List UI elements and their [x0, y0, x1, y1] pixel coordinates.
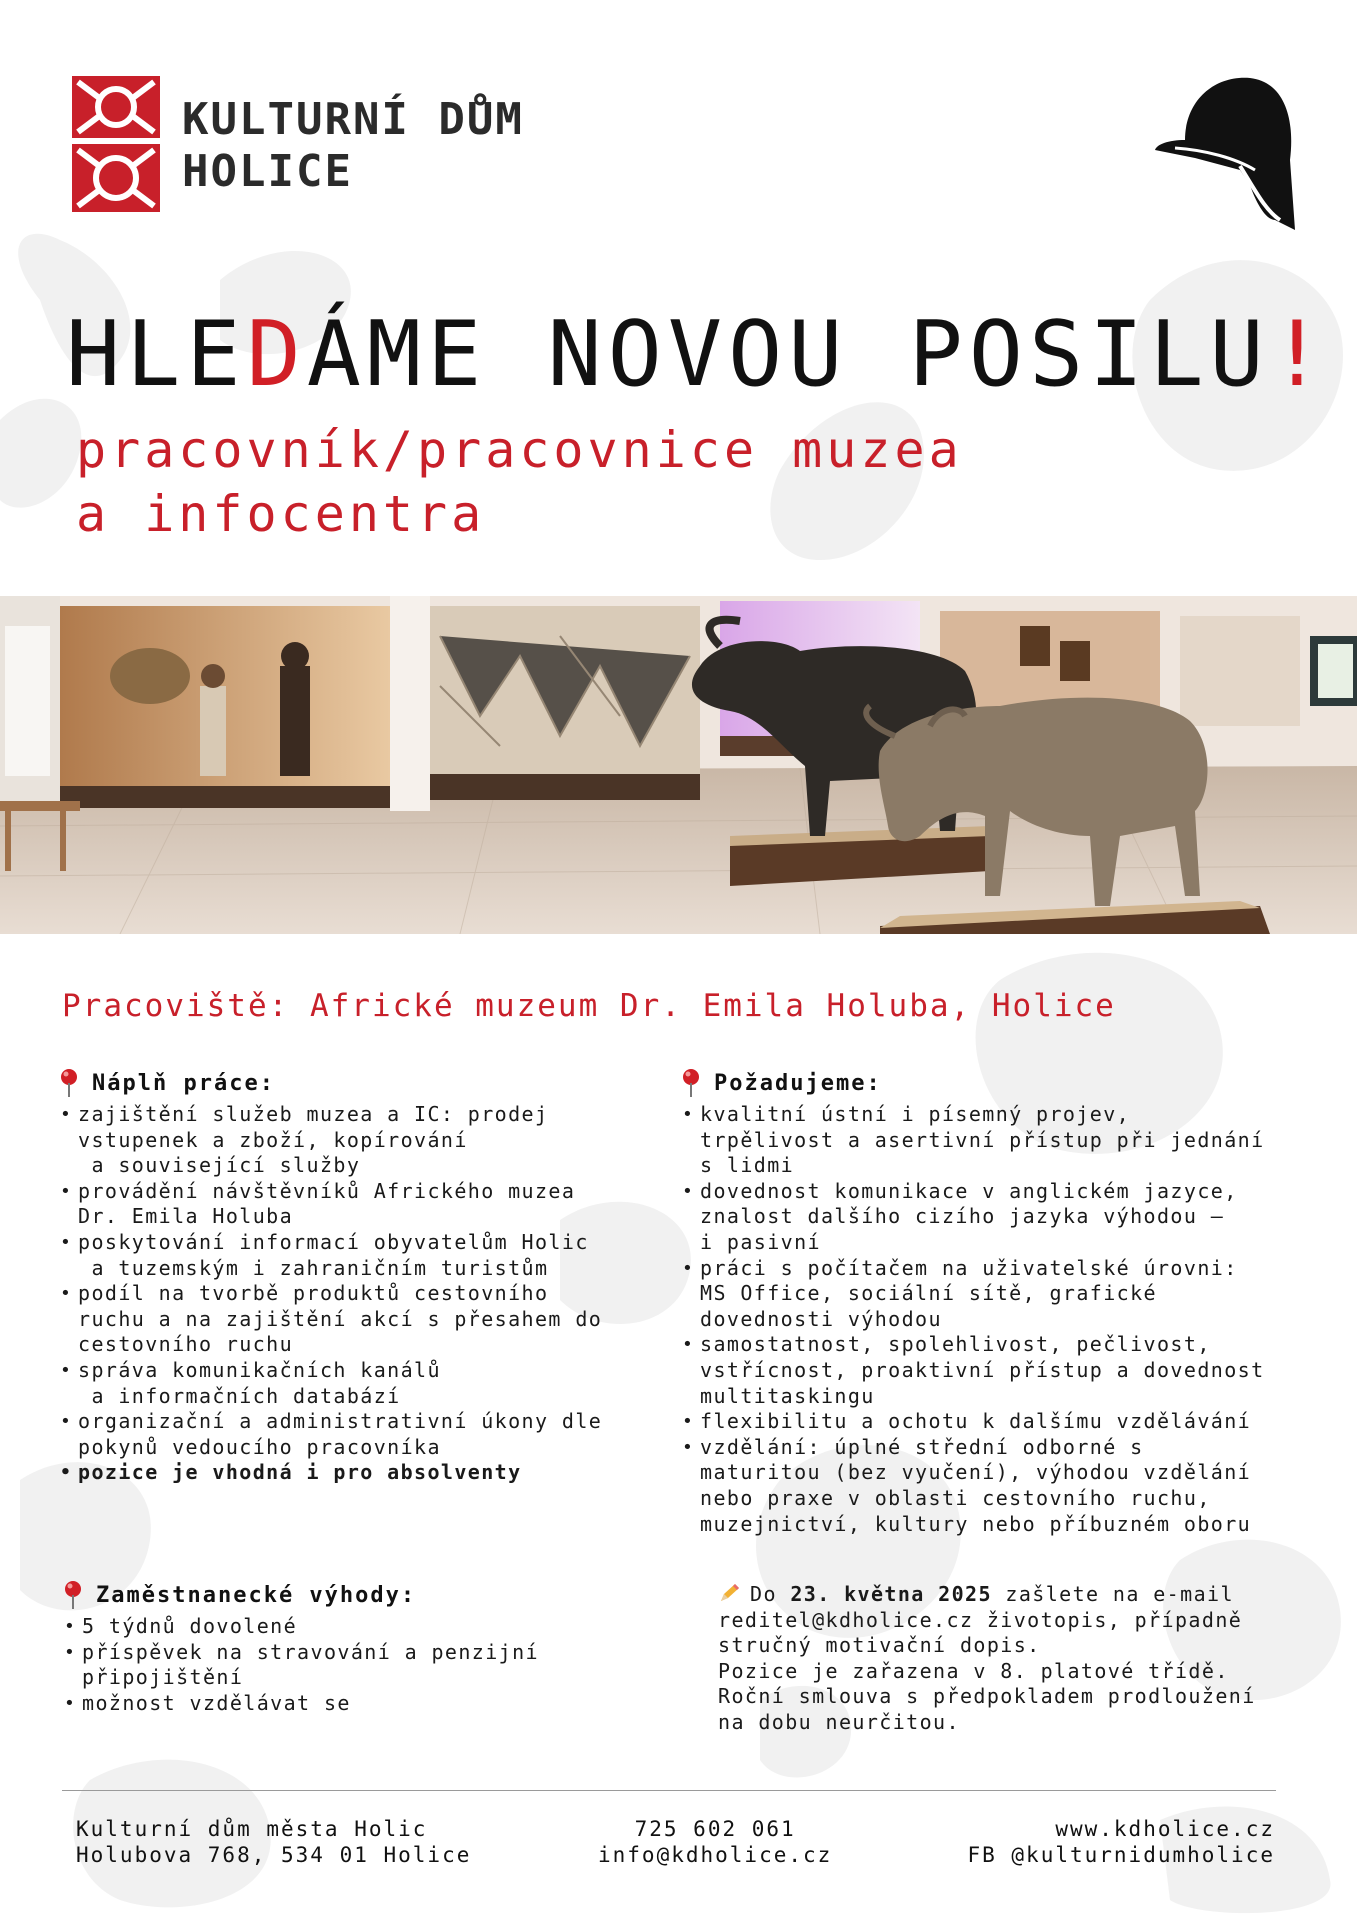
apply-line-4: Pozice je zařazena v 8. platové třídě.: [718, 1658, 1229, 1683]
benefits-list: [62, 1614, 662, 1716]
footer-contact: [598, 1816, 832, 1868]
footer-phone[interactable]: 725 602 061: [634, 1817, 796, 1841]
duties-heading: [58, 1068, 658, 1098]
duties-section: [58, 1068, 658, 1486]
pin-icon: [680, 1068, 702, 1098]
headline-exclamation: !: [1269, 302, 1330, 407]
list-item: • dovednost komunikace v anglickém jazyce, znalost dalšího cizího jazyka výhodou – i pasivní: [680, 1179, 1320, 1256]
pencil-icon: [718, 1582, 742, 1604]
list-item: • 5 týdnů dovolené: [62, 1614, 662, 1640]
footer-website-link[interactable]: www.kdholice.cz: [1055, 1817, 1275, 1841]
list-item: • správa komunikačních kanálů a informačních databází: [58, 1358, 658, 1409]
apply-line-2: reditel@kdholice.cz životopis, případně: [718, 1607, 1243, 1632]
list-item: • provádění návštěvníků Afrického muzea Dr. Emila Holuba: [58, 1179, 658, 1230]
brand-line-2: HOLICE: [182, 146, 353, 197]
footer-divider: [62, 1790, 1276, 1791]
museum-interior-photo: [0, 596, 1357, 934]
apply-line-3: stručný motivační dopis.: [718, 1633, 1041, 1658]
workplace-heading: Pracoviště: Africké muzeum Dr. Emila Holuba, Holice: [62, 988, 1116, 1024]
apply-deadline: 23. května 2025: [790, 1582, 992, 1606]
benefits-section: [62, 1580, 662, 1716]
apply-prefix: Do: [750, 1582, 791, 1606]
list-item: • samostatnost, spolehlivost, pečlivost, vstřícnost, proaktivní přístup a dovednost multitaskingu: [680, 1332, 1320, 1409]
pin-icon: [62, 1580, 84, 1610]
headline-part-3: ÁME NOVOU POSILU: [306, 302, 1270, 407]
application-info: [718, 1582, 1318, 1736]
list-item: • práci s počítačem na uživatelské úrovni: MS Office, sociální sítě, grafické dovednosti výhodou: [680, 1256, 1320, 1333]
footer-address: [76, 1816, 471, 1868]
job-title-line-2: a infocentra: [76, 485, 486, 543]
list-item: • pozice je vhodná i pro absolventy: [58, 1460, 658, 1486]
brand-line-1: KULTURNÍ DŮM: [182, 94, 524, 145]
footer-street: Holubova 768, 534 01 Holice: [76, 1843, 472, 1867]
headline: [66, 302, 1330, 407]
headline-accent-letter: D: [246, 302, 307, 407]
duties-list: [58, 1102, 658, 1486]
list-item: • zajištění služeb muzea a IC: prodej vstupenek a zboží, kopírování a související služby: [58, 1102, 658, 1179]
list-item: • kvalitní ústní i písemný projev, trpělivost a asertivní přístup při jednání s lidmi: [680, 1102, 1320, 1179]
footer-web: [967, 1816, 1275, 1868]
list-item: • poskytování informací obyvatelům Holic a tuzemským i zahraničním turistům: [58, 1230, 658, 1281]
list-item: • příspěvek na stravování a penzijní připojištění: [62, 1640, 662, 1691]
footer-email[interactable]: info@kdholice.cz: [598, 1843, 833, 1867]
apply-line-5: Roční smlouva s předpokladem prodloužení: [718, 1684, 1256, 1709]
pin-icon: [58, 1068, 80, 1098]
duties-title: Náplň práce:: [92, 1070, 275, 1096]
job-title-line-1: pracovník/pracovnice muzea: [76, 421, 963, 479]
requirements-section: [680, 1068, 1320, 1537]
pith-helmet-icon: [1155, 70, 1300, 240]
list-item: • vzdělání: úplné střední odborné s maturitou (bez vyučení), výhodou vzdělání nebo praxe v oblasti cestovního ruchu, muzejnictví, kultury nebo příbuzném oboru: [680, 1435, 1320, 1537]
list-item: • organizační a administrativní úkony dle pokynů vedoucího pracovníka: [58, 1409, 658, 1460]
list-item: • možnost vzdělávat se: [62, 1691, 662, 1717]
benefits-title: Zaměstnanecké výhody:: [96, 1582, 417, 1608]
job-title: [76, 418, 963, 546]
apply-suffix: zašlete na e-mail: [991, 1582, 1234, 1606]
list-item: • podíl na tvorbě produktů cestovního ruchu a na zajištění akcí s přesahem do cestovního ruchu: [58, 1281, 658, 1358]
apply-line-6: na dobu neurčitou.: [718, 1709, 960, 1734]
requirements-list: [680, 1102, 1320, 1537]
footer-facebook-link[interactable]: FB @kulturnidumholice: [967, 1843, 1275, 1867]
brand-name: [182, 94, 524, 198]
kulturni-dum-logo: [72, 76, 160, 212]
apply-line-1: [718, 1582, 1318, 1608]
benefits-heading: [62, 1580, 662, 1610]
headline-part-1: HLE: [66, 302, 247, 407]
footer-org: Kulturní dům města Holic: [76, 1817, 428, 1841]
list-item: • flexibilitu a ochotu k dalšímu vzdělávání: [680, 1409, 1320, 1435]
requirements-title: Požadujeme:: [714, 1070, 882, 1096]
requirements-heading: [680, 1068, 1320, 1098]
